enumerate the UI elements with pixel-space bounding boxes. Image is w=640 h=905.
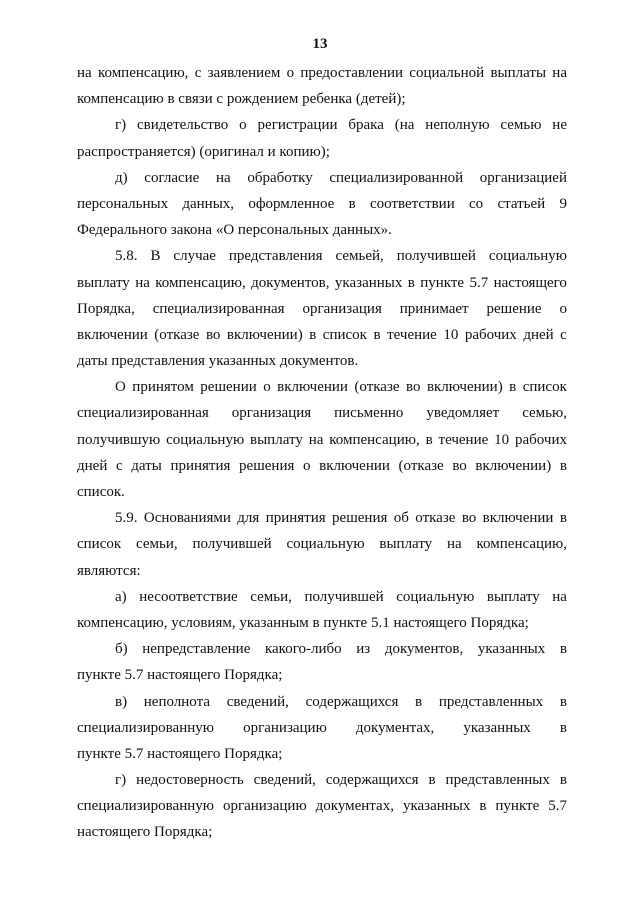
word: в	[559, 719, 567, 736]
word: согласие	[144, 169, 200, 186]
word: специализированную	[77, 719, 214, 736]
text-line	[77, 453, 567, 479]
text-line	[77, 60, 567, 86]
text-line	[77, 322, 567, 348]
text-line: пункте 5.7 настоящего Порядка;	[77, 745, 283, 762]
word: во	[406, 379, 421, 396]
word: 10	[443, 326, 459, 343]
text-line	[77, 715, 567, 741]
word: даты	[131, 457, 162, 474]
word: рабочих	[515, 431, 567, 448]
word: социальную	[286, 536, 365, 553]
word: течение	[387, 326, 437, 343]
text-line	[77, 191, 567, 217]
text-line	[77, 584, 567, 610]
word: (на	[394, 117, 415, 134]
word: о	[559, 300, 567, 317]
word: решения	[239, 457, 295, 474]
text-line	[77, 531, 567, 557]
word: список	[322, 326, 367, 343]
word: (отказе	[354, 379, 400, 396]
word: на	[77, 65, 92, 81]
word: течение	[438, 431, 489, 448]
text-line	[77, 505, 567, 531]
word: сведений,	[253, 772, 316, 789]
word: включении	[277, 379, 348, 396]
word: в	[509, 379, 517, 396]
word: 5.9.	[115, 510, 138, 527]
word: компенсацию,	[329, 431, 420, 448]
word: а)	[115, 588, 127, 605]
word: (отказе	[398, 457, 444, 474]
word: данных,	[182, 195, 235, 212]
word: специализированная	[77, 405, 209, 422]
word: во	[461, 510, 477, 527]
word: о	[303, 457, 311, 474]
word: включении	[319, 457, 390, 474]
word: во	[205, 326, 221, 343]
word: получившей	[304, 588, 384, 605]
word: выплату	[250, 431, 303, 448]
word: заявлением	[207, 65, 281, 81]
word: содержащихся	[305, 693, 399, 710]
text-line: пункте 5.7 настоящего Порядка;	[77, 667, 283, 684]
word: об	[393, 510, 409, 527]
word: социальную	[166, 431, 245, 448]
text-line	[77, 793, 567, 819]
word: 10	[494, 431, 510, 448]
text-line: настоящего Порядка;	[77, 824, 213, 841]
word: представленных	[438, 693, 544, 710]
word: получившую	[77, 431, 161, 448]
word: выплату	[379, 536, 433, 553]
word: выплату	[77, 274, 130, 291]
text-line: Федерального закона «О персональных данных».	[77, 222, 392, 239]
word: выплату	[486, 588, 540, 605]
word: семьи,	[250, 588, 292, 605]
word: социальную	[396, 588, 475, 605]
word: регистрации	[257, 117, 338, 134]
word: список	[522, 379, 567, 396]
word: документов,	[384, 641, 464, 658]
word: компенсацию,	[97, 65, 189, 81]
word: организацию	[222, 798, 307, 815]
word: в	[373, 326, 381, 343]
word: на	[552, 588, 567, 605]
text-line	[77, 400, 567, 426]
text-line	[77, 689, 567, 715]
word: в	[479, 798, 487, 815]
word: включении)	[426, 379, 503, 396]
word: с	[560, 326, 567, 343]
word: принимает	[399, 300, 469, 317]
word: принятия	[170, 457, 231, 474]
word: неполнота	[143, 693, 210, 710]
word: какого-либо	[264, 641, 342, 658]
word: с	[115, 457, 123, 474]
word: О	[115, 379, 126, 396]
text-line	[77, 427, 567, 453]
word: для	[237, 510, 260, 527]
page-number: 13	[312, 36, 328, 52]
word: в	[407, 274, 415, 291]
word: представленных	[445, 772, 550, 789]
word: оформленное	[248, 195, 335, 212]
word: на	[135, 274, 150, 291]
word: список	[77, 536, 122, 553]
word: в	[559, 693, 567, 710]
word: на	[308, 431, 324, 448]
text-line	[77, 636, 567, 662]
word: в	[428, 772, 436, 789]
word: дней	[77, 457, 108, 474]
text-line: распространяется) (оригинал и копию);	[77, 143, 330, 160]
word: В	[150, 248, 161, 265]
word: б)	[115, 641, 128, 658]
word: документов,	[251, 274, 330, 291]
word: брака	[348, 117, 384, 134]
word: во	[452, 457, 467, 474]
word: из	[356, 641, 371, 658]
word: содержащихся	[325, 772, 419, 789]
text-line	[77, 296, 567, 322]
text-line: компенсацию в связи с рождением ребенка (детей);	[77, 91, 406, 108]
word: сведений,	[226, 693, 289, 710]
word: неполную	[425, 117, 490, 134]
word: в	[425, 431, 433, 448]
word: 5.7	[548, 798, 567, 815]
word: в	[559, 510, 567, 527]
word: обработку	[247, 169, 313, 186]
word: указанных	[463, 719, 531, 736]
word: персональных	[77, 195, 169, 212]
word: (отказе	[154, 326, 200, 343]
word: семью	[500, 117, 542, 134]
word: Порядка,	[77, 300, 135, 317]
text-line: даты представления указанных документов.	[77, 353, 359, 370]
word: в	[559, 641, 567, 658]
word: документах,	[315, 798, 394, 815]
word: не	[552, 117, 567, 134]
word: пункте	[420, 274, 465, 291]
word: о	[263, 379, 271, 396]
word: принятия	[265, 510, 326, 527]
word: о	[239, 117, 247, 134]
word: пункте	[495, 798, 540, 815]
word: включении)	[475, 457, 552, 474]
word: г)	[115, 117, 127, 134]
word: 5.8.	[115, 248, 138, 265]
word: в	[309, 326, 317, 343]
word: в	[415, 693, 423, 710]
text-line	[77, 243, 567, 269]
word: о	[286, 65, 295, 81]
word: на	[447, 536, 462, 553]
text-line	[77, 165, 567, 191]
word: выплаты	[490, 65, 547, 81]
word: отказе	[415, 510, 456, 527]
word: со	[469, 195, 484, 212]
word: специализированной	[329, 169, 464, 186]
word: непредставление	[142, 641, 251, 658]
word: несоответствие	[139, 588, 238, 605]
word: решения	[332, 510, 388, 527]
word: решении	[200, 379, 257, 396]
word: включении	[77, 326, 148, 343]
word: указанных	[334, 274, 403, 291]
text-line: являются:	[77, 562, 141, 579]
word: дней	[523, 326, 554, 343]
text-line	[77, 767, 567, 793]
word: 9	[559, 195, 567, 212]
body-text	[77, 60, 567, 846]
word: решение	[486, 300, 542, 317]
text-line	[77, 112, 567, 138]
word: с	[194, 65, 202, 81]
word: компенсацию,	[155, 274, 246, 291]
word: статьей	[497, 195, 546, 212]
word: в)	[115, 693, 128, 710]
word: специализированную	[77, 798, 214, 815]
word: семьей,	[335, 248, 384, 265]
word: организацию	[243, 719, 327, 736]
word: 5.7	[469, 274, 489, 291]
word: рабочих	[464, 326, 517, 343]
word: организацией	[479, 169, 567, 186]
word: недостоверность	[136, 772, 244, 789]
word: указанных	[477, 641, 546, 658]
word: социальной	[409, 65, 485, 81]
word: в	[348, 195, 356, 212]
word: на	[552, 65, 567, 81]
word: социальную	[488, 248, 567, 265]
text-line: список.	[77, 484, 125, 500]
text-line: компенсацию, условиям, указанным в пункте 5.1 настоящего Порядка;	[77, 614, 529, 631]
word: случае	[173, 248, 216, 265]
word: получившей	[192, 536, 272, 553]
word: принятом	[132, 379, 194, 396]
word: получившей	[396, 248, 476, 265]
word: документах,	[355, 719, 435, 736]
word: представления	[228, 248, 323, 265]
text-line	[77, 374, 567, 400]
word: в	[559, 772, 567, 789]
word: организация	[231, 405, 312, 422]
word: предоставлении	[300, 65, 404, 81]
word: специализированная	[152, 300, 285, 317]
word: соответствии	[369, 195, 455, 212]
word: в	[559, 457, 567, 474]
word: письменно	[334, 405, 404, 422]
word: на	[216, 169, 231, 186]
word: указанных	[402, 798, 471, 815]
word: включении	[482, 510, 554, 527]
word: Основаниями	[143, 510, 231, 527]
word: компенсацию,	[476, 536, 567, 553]
word: семьи,	[136, 536, 178, 553]
text-line	[77, 270, 567, 296]
word: свидетельство	[137, 117, 229, 134]
word: д)	[115, 169, 128, 186]
word: г)	[115, 772, 127, 789]
word: уведомляет	[426, 405, 500, 422]
word: организация	[302, 300, 382, 317]
word: семью,	[522, 405, 567, 422]
word: настоящего	[493, 274, 567, 291]
word: включении)	[226, 326, 303, 343]
